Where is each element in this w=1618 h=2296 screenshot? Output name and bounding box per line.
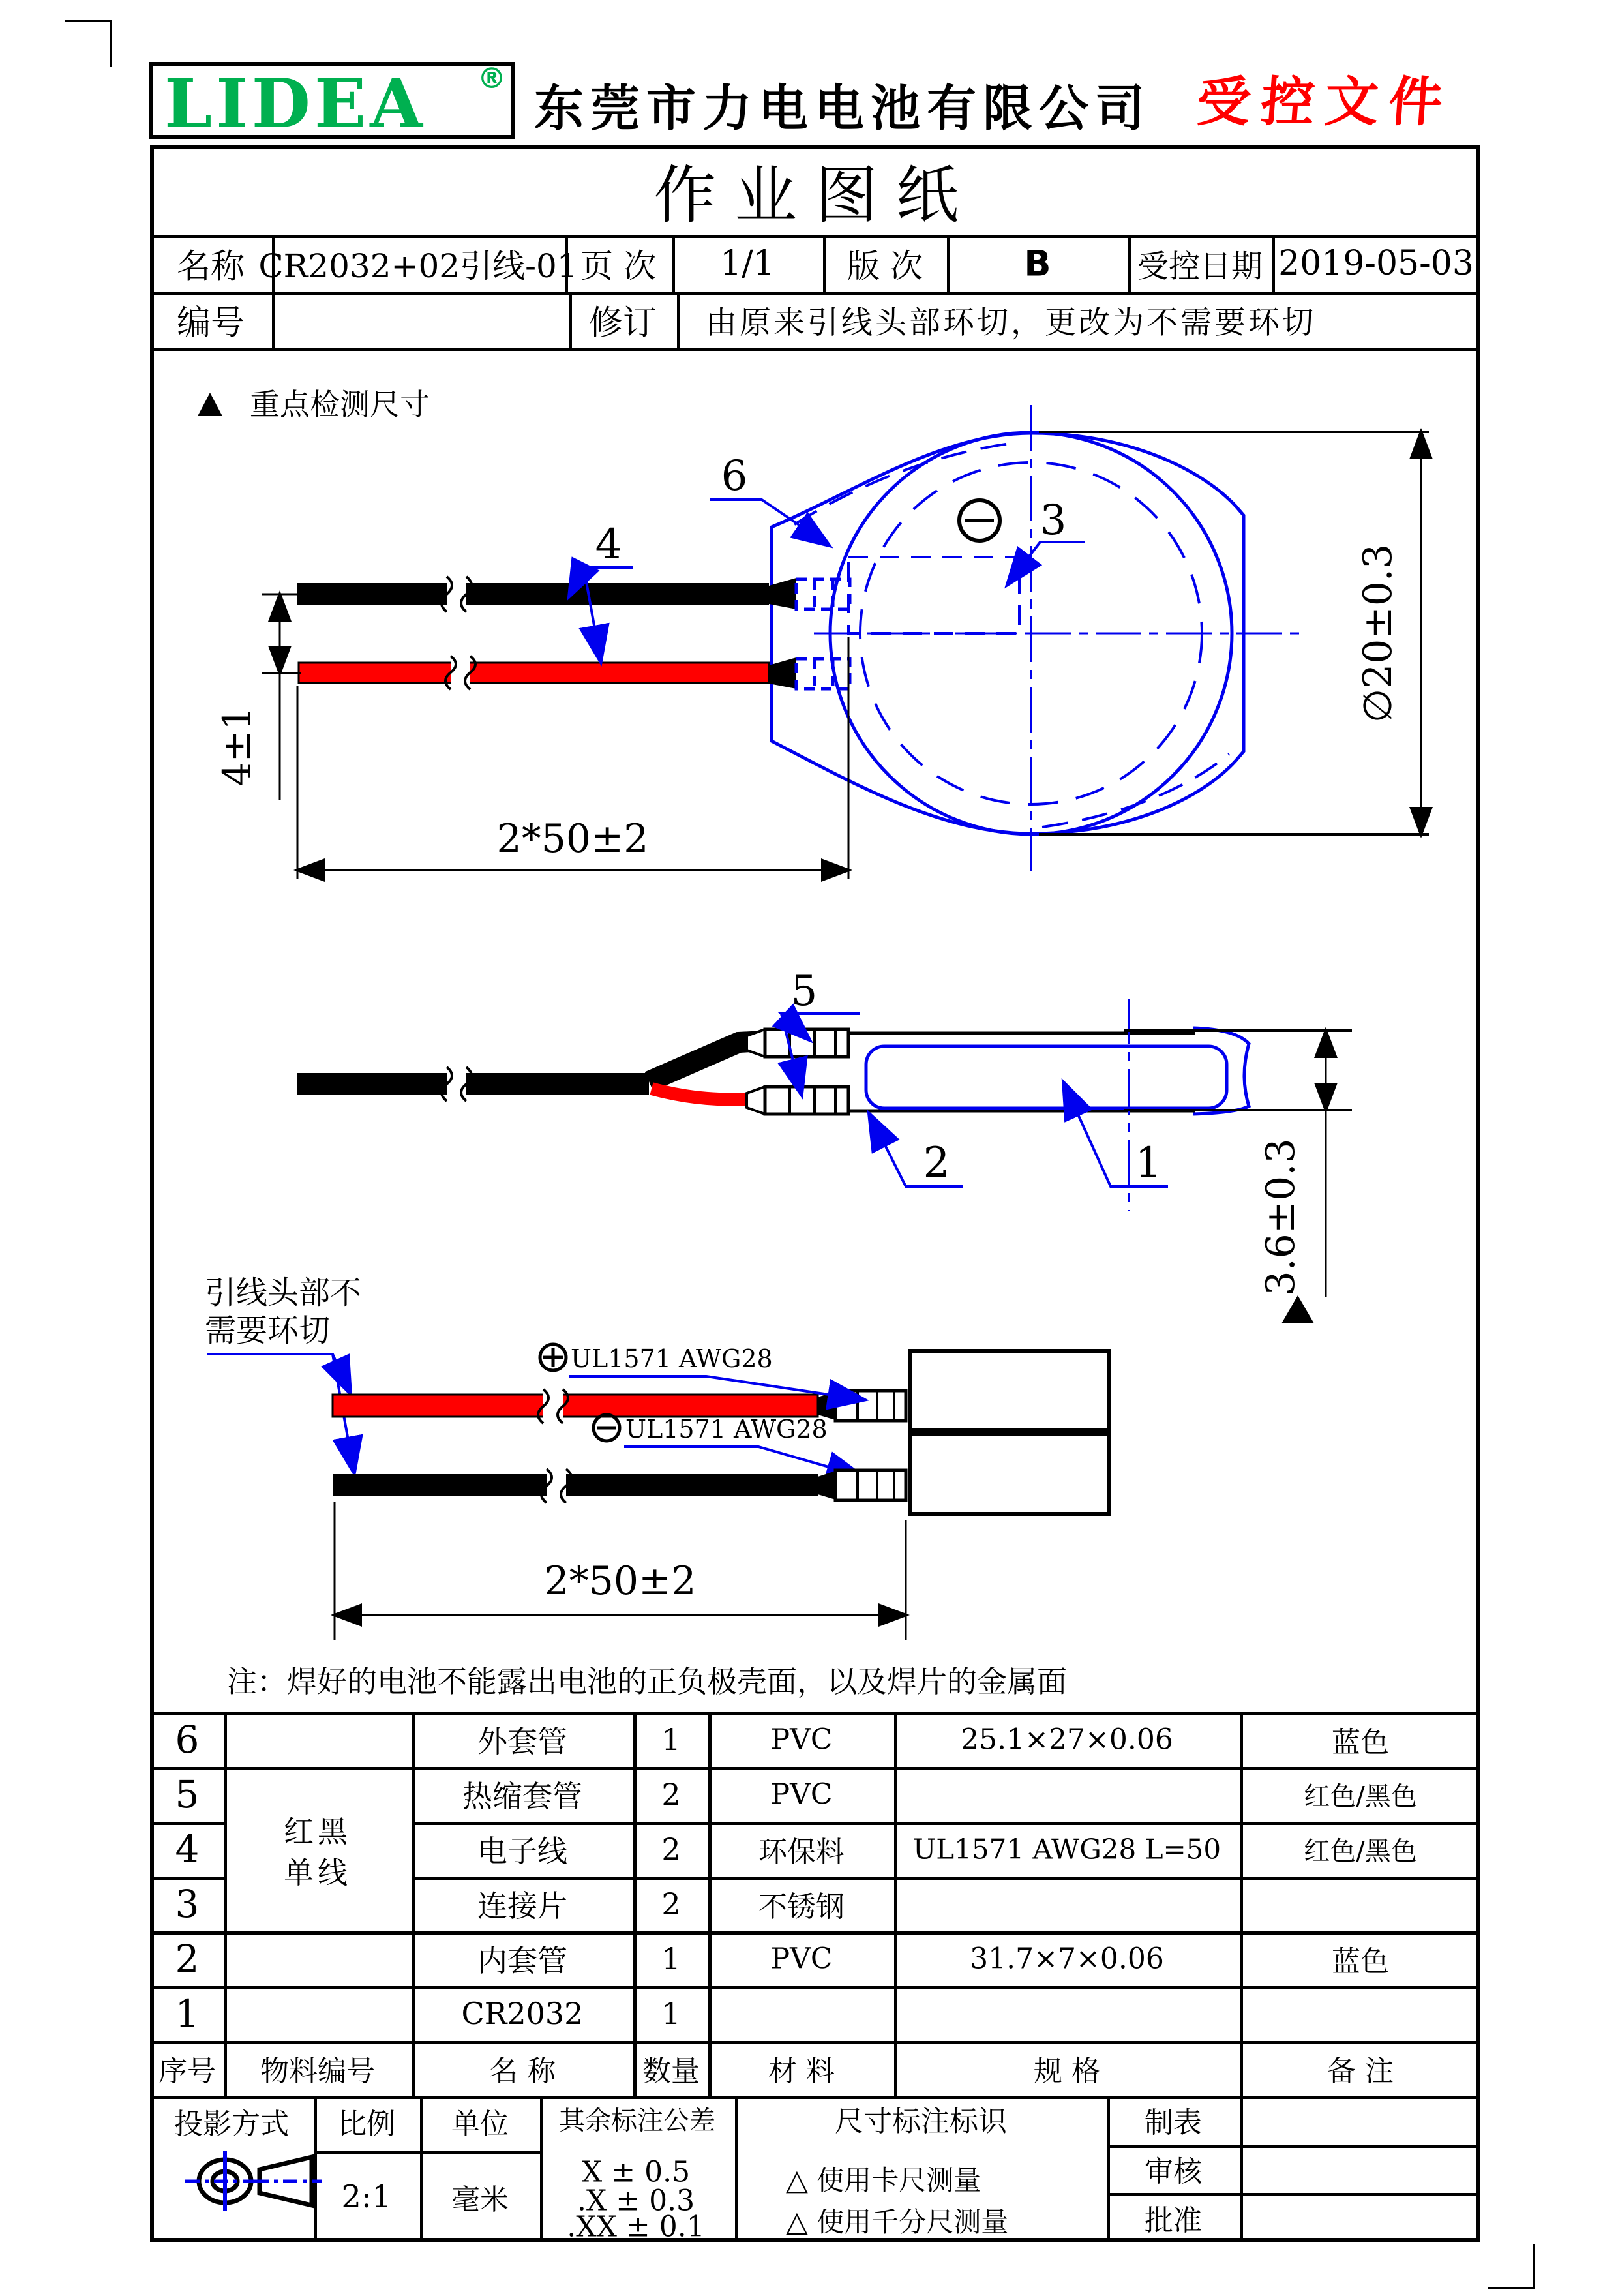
callout-5: 5 [790,967,818,1016]
bom-qty: 2 [661,1886,681,1922]
grid-line [412,1712,415,2096]
grid-line [708,1712,712,2096]
grid-line [672,235,675,292]
scale-label: 比例 [338,2107,395,2141]
tolerance-x: X ± 0.5 [581,2155,691,2189]
bom-header-seq: 序号 [158,2055,216,2088]
black-lead-wire-bottom-view [333,1474,818,1496]
grid-line [540,2096,543,2242]
revision-value: B [1024,243,1051,284]
grid-line [314,2151,540,2154]
unit-value: 毫米 [451,2183,509,2216]
bom-material: PVC [770,1942,833,1976]
dim-lead-spacing: 4±1 [215,706,259,787]
crimp-terminal [747,1087,848,1114]
red-note-line1: 引线头部不 [205,1275,362,1311]
micrometer-triangle-icon: △ [786,2205,808,2239]
grid-line [947,235,950,292]
grid-line [412,1822,1480,1825]
control-date-label: 受控日期 [1137,248,1263,285]
bom-qty: 2 [661,1777,681,1812]
red-note-leader [207,1354,350,1393]
crop-mark-top-left-h [65,20,112,22]
logo-box [149,62,515,144]
tolerance-label: 其余标注公差 [559,2106,715,2136]
bom-name: 内套管 [477,1943,567,1978]
solder-tab [910,1434,1109,1514]
bom-name: CR2032 [461,1996,584,2031]
key-dim-note: 重点检测尺寸 [250,387,430,422]
revision-label: 版 次 [847,247,923,285]
bom-material: PVC [770,1723,833,1757]
technical-drawing [152,350,1478,1710]
crimp-terminal [747,1029,848,1057]
grid-line [150,1986,1480,1989]
grid-line [894,1712,897,2096]
negative-spec-leader [624,1447,863,1477]
bom-seq: 3 [175,1882,200,1926]
grid-line [1107,2193,1480,2196]
battery-side-view [866,1046,1227,1108]
wire-break-mark [541,1469,571,1503]
solder-tab [910,1351,1109,1430]
bom-header-spec: 规 格 [1034,2055,1100,2088]
controlled-doc-stamp: 受控文件 [1195,71,1455,134]
bom-header-material: 材 料 [768,2055,835,2088]
grid-line [569,292,572,348]
bom-part-group-line2: 单线 [284,1855,352,1890]
bom-qty: 1 [661,1996,681,2031]
tolerance-dot-x: .X ± 0.3 [577,2184,695,2218]
positive-wire-spec: UL1571 AWG28 [571,1344,773,1373]
micrometer-mark-row [786,2201,1008,2240]
minus-polarity-icon [959,500,1000,541]
bom-name: 电子线 [477,1834,567,1869]
maker-label: 制表 [1145,2106,1202,2139]
dim-battery-diameter: ∅20±0.3 [1355,543,1401,723]
bom-name: 热缩套管 [462,1779,582,1814]
logo-text: LIDEA [164,63,427,144]
dim-mark-label: 尺寸标注标识 [835,2105,1007,2138]
grid-line [1272,235,1275,292]
bom-seq: 2 [175,1937,200,1981]
black-lead-wire-top-view [297,583,769,605]
grid-line [150,1931,1480,1935]
grid-line [1240,1712,1243,2096]
red-note-line2: 需要环切 [205,1312,331,1349]
grid-line [150,292,1480,295]
negative-wire-spec: UL1571 AWG28 [625,1415,828,1443]
caliper-mark-row [786,2159,981,2198]
checker-label: 审核 [1145,2155,1202,2188]
bom-material: PVC [770,1777,833,1811]
grid-line [224,1712,227,2096]
grid-line [412,1877,1480,1880]
grid-line [735,2096,738,2242]
crop-mark-bottom-right-v [1533,2244,1535,2289]
bom-qty: 2 [661,1832,681,1867]
bom-seq: 6 [175,1717,200,1762]
name-value: CR2032+02引线-01 [258,247,578,285]
grid-line [150,1822,224,1825]
grid-line [150,235,1480,238]
registered-trademark-icon: ® [477,62,506,95]
first-angle-projection-icon [171,2147,334,2219]
grid-line [1240,2096,1243,2242]
projection-label: 投影方式 [174,2107,289,2141]
bom-header-qty: 数量 [642,2055,700,2088]
bom-part-group-line1: 红黑 [284,1814,352,1849]
grid-line [1128,235,1131,292]
assembly-note: 注：焊好的电池不能露出电池的正负极壳面，以及焊片的金属面 [227,1664,1067,1699]
wire-break-mark [445,656,475,689]
caliper-mark-text: 使用卡尺测量 [816,2164,981,2196]
callout-4: 4 [595,521,622,569]
bom-header-remark: 备 注 [1327,2055,1394,2088]
callout-1: 1 [1135,1139,1162,1187]
sleeve-hidden-edge [794,442,1019,524]
change-label: 修订 [588,303,657,343]
wire-terminal [818,1471,835,1500]
scale-value: 2:1 [341,2179,392,2215]
grid-line [150,2096,1480,2099]
bom-name: 外套管 [477,1724,567,1759]
bom-spec: 31.7×7×0.06 [970,1942,1164,1976]
page-value: 1/1 [720,244,775,283]
minus-polarity-icon [593,1415,620,1441]
bom-remark: 红色/黑色 [1304,1836,1417,1867]
page-label: 页 次 [580,247,656,285]
unit-label: 单位 [451,2107,509,2141]
name-label: 名称 [176,247,245,287]
grid-line [420,2096,423,2242]
callout-6-leader [710,500,829,545]
red-lead-wire-top-view [299,663,769,683]
grid-line [150,1767,1480,1770]
grid-line [823,235,826,292]
bom-name: 连接片 [477,1888,567,1924]
bom-seq: 5 [175,1772,200,1817]
bom-spec: UL1571 AWG28 L=50 [912,1833,1221,1865]
crop-mark-bottom-right-h [1488,2287,1535,2289]
company-name: 东莞市力电电池有限公司 [534,79,1151,138]
red-lead-wire-bottom-view [333,1395,818,1417]
grid-line [150,1877,224,1880]
bom-qty: 1 [661,1722,681,1757]
grid-line [1107,2096,1110,2242]
callout-6: 6 [721,452,748,500]
micrometer-mark-text: 使用千分尺测量 [816,2206,1009,2238]
dim-battery-thickness: 3.6±0.3 [1258,1138,1304,1296]
crimp-terminal [835,1470,906,1500]
callout-3: 3 [1040,496,1067,545]
tolerance-dot-xx: .XX ± 0.1 [567,2210,705,2244]
grid-line [677,292,680,348]
change-value: 由原来引线头部环切，更改为不需要环切 [706,304,1317,341]
bom-remark: 蓝色 [1332,1945,1389,1978]
wire-break-mark [442,1067,472,1101]
dim-lead-length-top: 2*50±2 [496,816,649,862]
bom-qty: 1 [661,1941,681,1976]
callout-2: 2 [923,1139,950,1187]
bom-material: 不锈钢 [758,1890,845,1924]
grid-line [150,1712,1480,1715]
bom-remark: 蓝色 [1332,1726,1389,1759]
approver-label: 批准 [1145,2204,1202,2237]
grid-line [633,1712,637,2096]
bom-spec: 25.1×27×0.06 [961,1723,1173,1757]
plus-polarity-icon [540,1344,566,1370]
control-date-value: 2019-05-03 [1278,244,1474,283]
wire-break-mark [442,577,472,612]
grid-line [150,2041,1480,2044]
key-dim-triangle-icon [1281,1295,1314,1323]
bom-seq: 4 [175,1827,200,1871]
bom-seq: 1 [175,1991,200,2036]
callout-4-leader [584,567,601,661]
crimp-terminal [835,1391,906,1421]
black-lead-wire-side-view [297,1073,649,1095]
bom-header-name: 名 称 [489,2055,556,2088]
caliper-triangle-icon: △ [786,2164,808,2197]
bom-remark: 红色/黑色 [1304,1781,1417,1812]
bom-material: 环保料 [758,1835,845,1869]
sheet-title: 作业图纸 [653,159,977,232]
key-dim-triangle-icon [198,393,222,416]
crop-mark-top-left-v [110,20,112,67]
dim-lead-length-bottom: 2*50±2 [544,1558,697,1604]
bom-header-part-no: 物料编号 [260,2055,375,2088]
code-label: 编号 [176,303,245,343]
